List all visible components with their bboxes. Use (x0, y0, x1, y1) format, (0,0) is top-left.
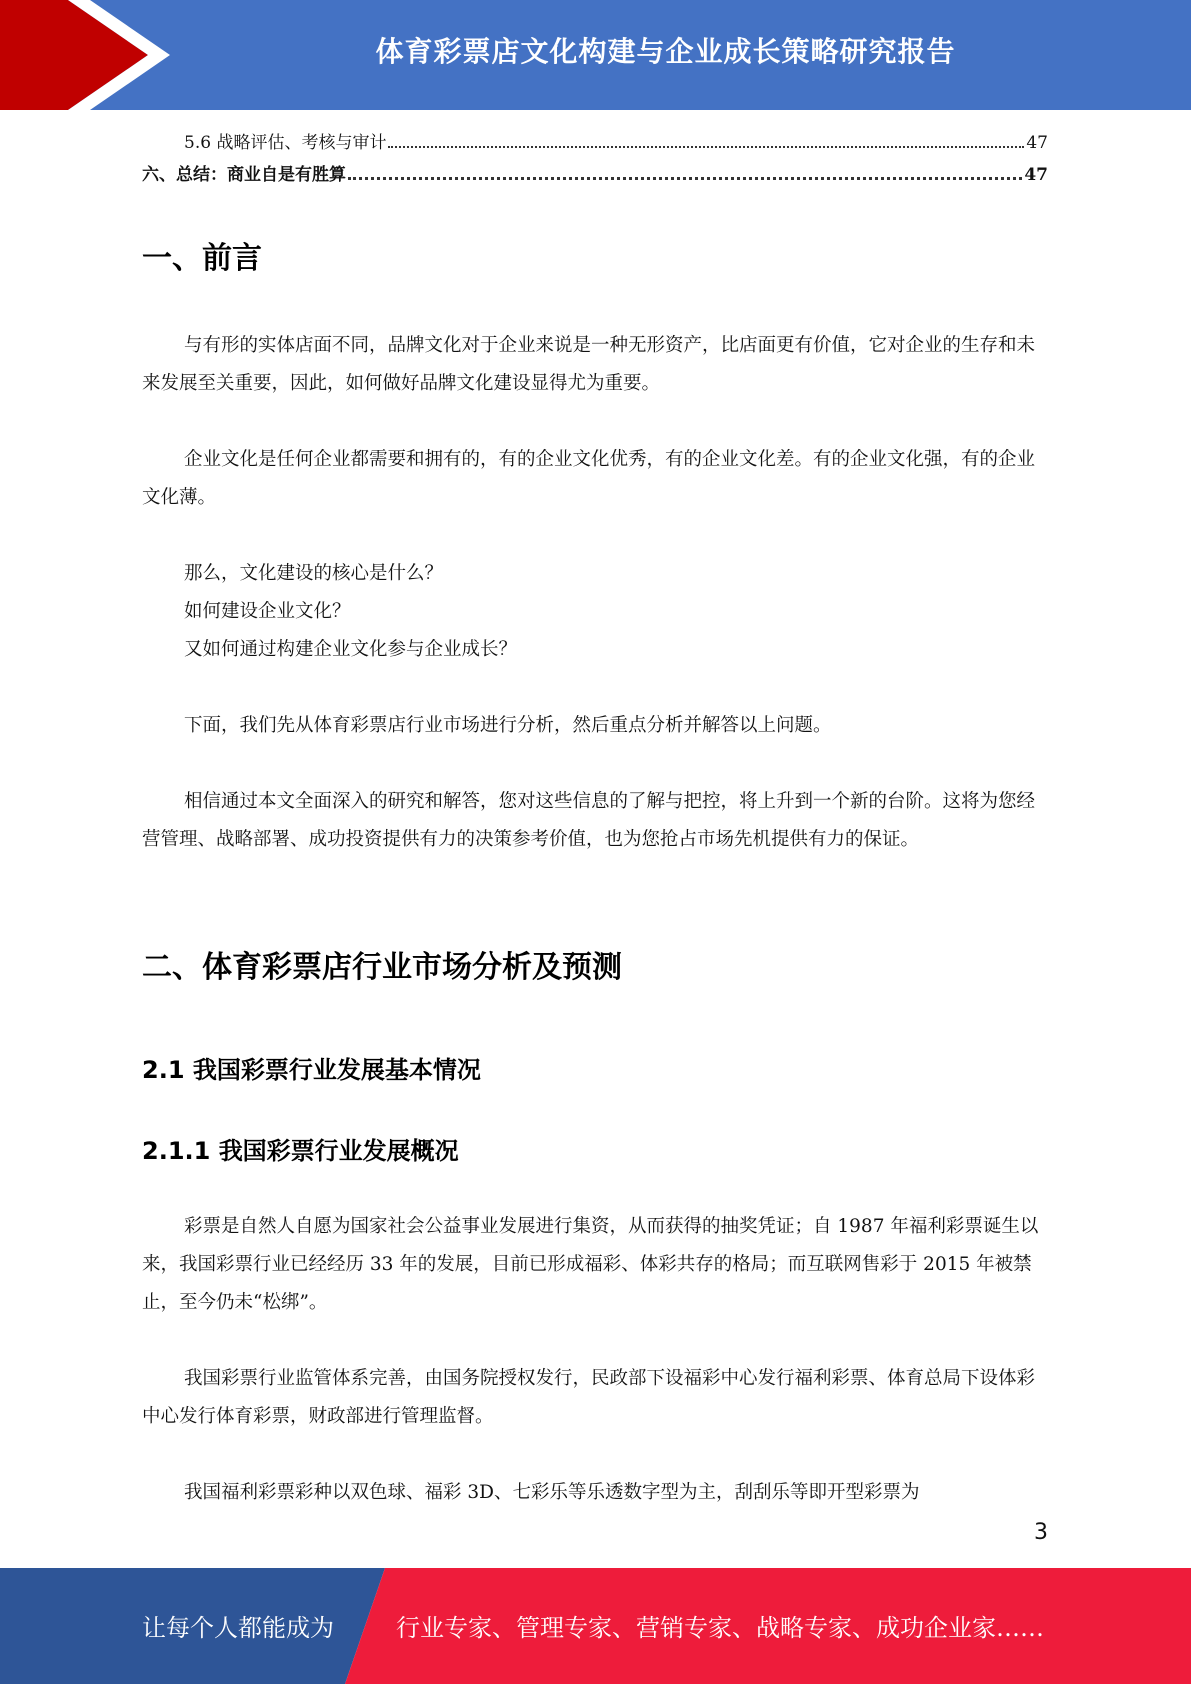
toc-entry[interactable] (142, 160, 1048, 192)
section-heading-preface: 一、前言 (142, 241, 262, 276)
toc-entry-title: 六、总结：商业自是有胜算 (142, 165, 346, 185)
toc-entry-page: 47 (1026, 133, 1048, 153)
body-paragraph: 我国福利彩票彩种以双色球、福彩 3D、七彩乐等乐透数字型为主，刮刮乐等即开型彩票为 (184, 1482, 920, 1503)
body-paragraph: 我国彩票行业监管体系完善，由国务院授权发行，民政部下设福彩中心发行福利彩票、体育总局下设体彩中心发行体育彩票，财政部进行管理监督。 (142, 1368, 1036, 1427)
body-paragraph: 企业文化是任何企业都需要和拥有的，有的企业文化优秀，有的企业文化差。有的企业文化强，有的企业文化薄。 (142, 449, 1036, 508)
body-paragraph: 相信通过本文全面深入的研究和解答，您对这些信息的了解与把控，将上升到一个新的台阶。这将为您经营管理、战略部署、成功投资提供有力的决策参考价值，也为您抢占市场先机提供有力的保证。 (142, 791, 1036, 850)
page-header (0, 0, 1191, 110)
page-footer (0, 1568, 1191, 1684)
question-line: 又如何通过构建企业文化参与企业成长？ (184, 639, 518, 660)
body-paragraph: 下面，我们先从体育彩票店行业市场进行分析，然后重点分析并解答以上问题。 (184, 715, 832, 736)
subsection-heading: 2.1 我国彩票行业发展基本情况 (142, 1056, 481, 1084)
toc-leader-dots (348, 177, 1022, 180)
subsection-heading: 2.1.1 我国彩票行业发展概况 (142, 1137, 459, 1165)
toc-leader-dots (388, 146, 1024, 148)
toc-entry-page: 47 (1024, 165, 1048, 185)
section-heading-market-analysis: 二、体育彩票店行业市场分析及预测 (142, 950, 622, 985)
body-paragraph: 与有形的实体店面不同，品牌文化对于企业来说是一种无形资产，比店面更有价值，它对企业的生存和未来发展至关重要，因此，如何做好品牌文化建设显得尤为重要。 (142, 335, 1036, 394)
page-number: 3 (1034, 1520, 1048, 1545)
toc-entry-title: 5.6 战略评估、考核与审计 (184, 133, 387, 153)
toc-entry[interactable] (142, 128, 1048, 160)
body-paragraph: 彩票是自然人自愿为国家社会公益事业发展进行集资，从而获得的抽奖凭证；自 1987 年福利彩票诞生以来，我国彩票行业已经经历 33 年的发展，目前已形成福彩、体彩共存的格局；而互联网售彩于 2015 年被禁止，至今仍未“松绑”。 (142, 1216, 1039, 1313)
footer-slogan-right: 行业专家、管理专家、营销专家、战略专家、成功企业家…… (396, 1614, 1044, 1642)
footer-slogan-left: 让每个人都能成为 (142, 1614, 334, 1642)
toc-fragment (142, 128, 1048, 192)
question-line: 那么，文化建设的核心是什么？ (184, 563, 444, 584)
question-line: 如何建设企业文化？ (184, 601, 351, 622)
header-title: 体育彩票店文化构建与企业成长策略研究报告 (375, 35, 956, 68)
